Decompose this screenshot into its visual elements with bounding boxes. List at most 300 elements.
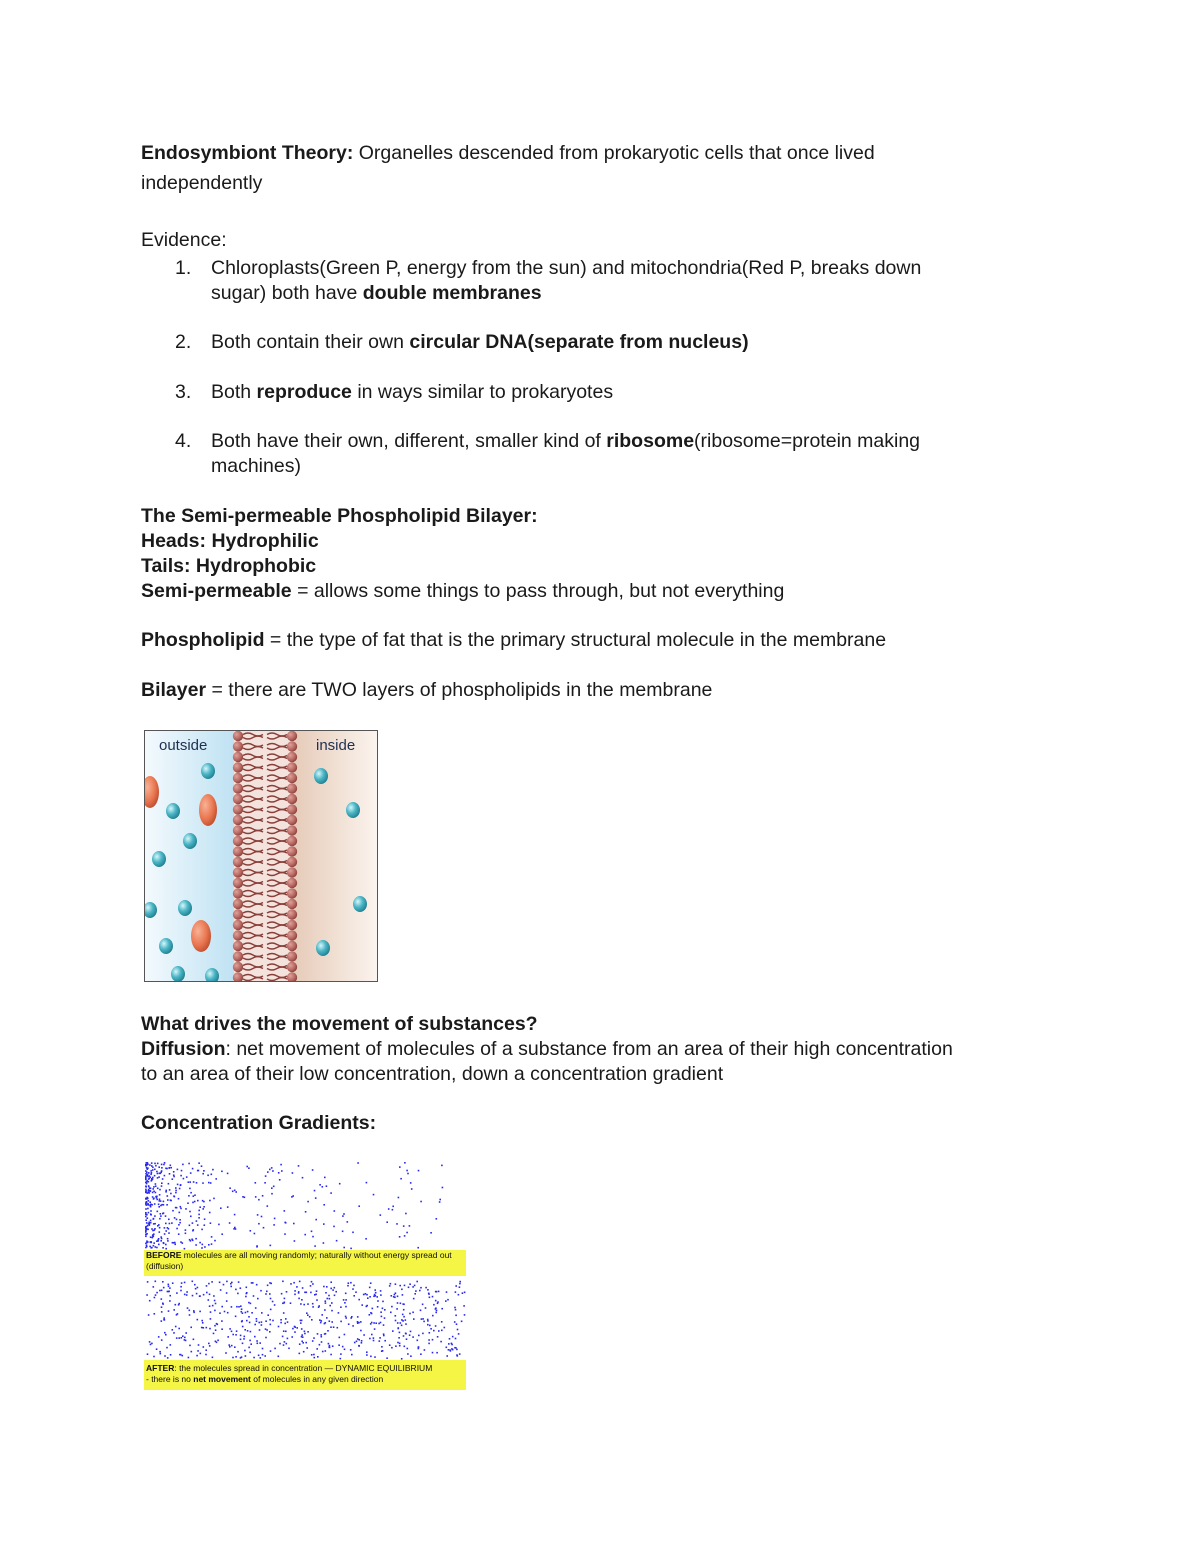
molecule-dot [264,1182,266,1184]
molecule-dot [343,1299,345,1301]
molecule-dot [202,1182,204,1184]
molecule-dot [282,1281,284,1283]
molecule-dot [389,1344,391,1346]
molecule-dot [390,1283,392,1285]
molecule-dot [301,1328,303,1330]
molecule-dot [147,1281,149,1283]
molecule-dot [168,1232,170,1234]
molecule-dot [452,1336,454,1338]
molecule-dot [435,1307,437,1309]
lipid-head-outer [233,878,243,888]
molecule-dot [331,1310,333,1312]
molecule-dot [352,1325,354,1327]
molecule-dot [284,1323,286,1325]
molecule-dot [398,1327,400,1329]
molecule-dot [271,1187,273,1189]
molecule-dot [168,1219,170,1221]
molecule-dot [306,1347,308,1349]
molecule-dot [259,1342,261,1344]
molecule-dot [283,1344,285,1346]
molecule-dot [227,1206,229,1208]
molecule-dot [300,1303,302,1305]
molecule-dot [285,1331,287,1333]
molecule-dot [198,1214,200,1216]
molecule-dot [235,1356,237,1358]
molecule-dot [192,1281,194,1283]
molecule-dot [155,1281,157,1283]
molecule-dot [190,1327,192,1329]
molecule-dot [400,1178,402,1180]
molecule-dot [179,1219,181,1221]
molecule-dot [154,1313,156,1315]
molecule-dot [244,1336,246,1338]
molecule-dot [264,1355,266,1357]
molecule-dot [153,1186,155,1188]
molecule-dot [395,1283,397,1285]
molecule-dot [298,1165,300,1167]
molecule-dot [209,1328,211,1330]
molecule-dot [340,1353,342,1355]
molecule-dot [145,1185,147,1187]
molecule-dot [172,1242,174,1244]
molecule-dot [312,1340,314,1342]
molecule-dot [284,1233,286,1235]
molecule-dot [357,1322,359,1324]
molecule-dot [366,1305,368,1307]
molecule-dot [392,1206,394,1208]
molecule-dot [187,1202,189,1204]
molecule-dot [162,1247,164,1249]
molecule-dot [216,1342,218,1344]
molecule-dot [311,1354,313,1356]
molecule-dot [196,1220,198,1222]
molecule-dot [156,1171,158,1173]
molecule-dot [148,1314,150,1316]
molecule-dot [436,1352,438,1354]
molecule-dot [162,1213,164,1215]
lipid-head-outer [233,962,243,972]
molecule-dot [165,1191,167,1193]
molecule-dot [169,1287,171,1289]
lipid-head-outer [233,930,243,940]
molecule-dot [312,1283,314,1285]
molecule-dot [317,1356,319,1358]
molecule-dot [221,1171,223,1173]
molecule-dot [168,1310,170,1312]
molecule-dot [414,1285,416,1287]
molecule-dot [253,1357,255,1359]
lipid-head-outer [233,825,243,835]
molecule-dot [441,1165,443,1167]
molecule-dot [155,1185,157,1187]
molecule-dot [428,1343,430,1345]
molecule-dot [209,1294,211,1296]
molecule-dot [345,1316,347,1318]
molecule-dot [328,1295,330,1297]
molecule-dot [156,1247,158,1249]
molecule-dot [161,1298,163,1300]
molecule-dot [399,1236,401,1238]
molecule-dot [205,1354,207,1356]
molecule-dot [174,1196,176,1198]
lipid-head-inner [287,741,297,751]
list-number: 1. [175,257,192,279]
molecule-dot [145,1208,147,1210]
small-molecule [346,802,360,818]
molecule-dot [158,1336,160,1338]
molecule-dot [429,1297,431,1299]
molecule-dot [167,1238,169,1240]
molecule-dot [299,1353,301,1355]
lipid-head-outer [233,773,243,783]
molecule-dot [366,1354,368,1356]
molecule-dot [221,1320,223,1322]
molecule-dot [437,1336,439,1338]
molecule-dot [310,1285,312,1287]
molecule-dot [152,1192,154,1194]
molecule-dot [287,1338,289,1340]
molecule-dot [196,1293,198,1295]
molecule-dot [241,1356,243,1358]
molecule-dot [258,1355,260,1357]
molecule-dot [248,1167,250,1169]
molecule-dot [265,1320,267,1322]
lipid-head-inner [287,825,297,835]
molecule-dot [461,1321,463,1323]
bilayer-line: Bilayer = there are TWO layers of phospholipids in the membrane [141,679,713,701]
molecule-dot [409,1313,411,1315]
molecule-dot [269,1319,271,1321]
molecule-dot [386,1357,388,1359]
molecule-dot [244,1329,246,1331]
molecule-dot [455,1285,457,1287]
molecule-dot [175,1187,177,1189]
small-molecule [159,938,173,954]
molecule-dot [176,1228,178,1230]
molecule-dot [398,1337,400,1339]
molecule-dot [235,1334,237,1336]
molecule-dot [350,1282,352,1284]
molecule-dot [303,1351,305,1353]
molecule-dot [459,1283,461,1285]
molecule-dot [231,1306,233,1308]
molecule-dot [167,1227,169,1229]
molecule-dot [154,1297,156,1299]
molecule-dot [172,1282,174,1284]
molecule-dot [198,1170,200,1172]
molecule-dot [193,1339,195,1341]
molecule-dot [270,1309,272,1311]
membrane-illustration [144,730,378,982]
molecule-dot [372,1308,374,1310]
molecule-dot [220,1289,222,1291]
molecule-dot [153,1356,155,1358]
molecule-dot [158,1224,160,1226]
molecule-dot [150,1210,152,1212]
molecule-dot [152,1177,154,1179]
molecule-dot [402,1320,404,1322]
molecule-dot [249,1352,251,1354]
molecule-dot [164,1355,166,1357]
molecule-dot [149,1192,151,1194]
molecule-dot [211,1243,213,1245]
molecule-dot [201,1327,203,1329]
molecule-dot [245,1312,247,1314]
molecule-dot [280,1319,282,1321]
molecule-dot [356,1341,358,1343]
molecule-dot [278,1356,280,1358]
molecule-dot [190,1216,192,1218]
molecule-dot [312,1169,314,1171]
lipid-head-inner [287,794,297,804]
molecule-dot [441,1321,443,1323]
molecule-dot [312,1306,314,1308]
molecule-dot [436,1291,438,1293]
molecule-dot [203,1346,205,1348]
molecule-dot [326,1185,328,1187]
lipid-head-outer [233,752,243,762]
molecule-dot [202,1244,204,1246]
molecule-dot [293,1223,295,1225]
molecule-dot [350,1248,352,1250]
molecule-dot [221,1328,223,1330]
molecule-dot [282,1336,284,1338]
list-number: 4. [175,430,192,452]
molecule-dot [246,1293,248,1295]
molecule-dot [344,1302,346,1304]
molecule-dot [272,1320,274,1322]
molecule-dot [360,1330,362,1332]
molecule-dot [432,1352,434,1354]
molecule-dot [184,1339,186,1341]
molecule-dot [213,1295,215,1297]
molecule-dot [318,1305,320,1307]
molecule-dot [204,1218,206,1220]
molecule-dot [330,1192,332,1194]
molecule-dot [301,1299,303,1301]
molecule-dot [252,1282,254,1284]
molecule-dot [409,1334,411,1336]
lipid-head-outer [233,867,243,877]
molecule-dot [230,1283,232,1285]
molecule-dot [168,1286,170,1288]
molecule-dot [270,1245,272,1247]
molecule-dot [145,1236,147,1238]
molecule-dot [413,1318,415,1320]
molecule-dot [146,1229,148,1231]
molecule-dot [439,1199,441,1201]
molecule-dot [374,1289,376,1291]
molecule-dot [167,1195,169,1197]
molecule-dot [227,1173,229,1175]
molecule-dot [377,1306,379,1308]
molecule-dot [170,1165,172,1167]
molecule-dot [202,1322,204,1324]
molecule-dot [325,1292,327,1294]
molecule-dot [178,1233,180,1235]
molecule-dot [152,1169,154,1171]
molecule-dot [154,1229,156,1231]
molecule-dot [226,1292,228,1294]
diffusion-line-1: Diffusion: net movement of molecules of a substance from an area of their high concentration [141,1038,953,1060]
molecule-dot [192,1202,194,1204]
molecule-dot [164,1162,166,1164]
molecule-dot [328,1343,330,1345]
molecule-dot [334,1287,336,1289]
molecule-dot [458,1333,460,1335]
molecule-dot [380,1214,382,1216]
molecule-dot [150,1174,152,1176]
molecule-dot [340,1321,342,1323]
molecule-dot [145,1243,147,1245]
molecule-dot [266,1329,268,1331]
molecule-dot [342,1231,344,1233]
molecule-dot [174,1242,176,1244]
molecule-dot [225,1352,227,1354]
molecule-dot [146,1240,148,1242]
molecule-dot [381,1316,383,1318]
molecule-dot [366,1182,368,1184]
molecule-dot [301,1334,303,1336]
molecule-dot [167,1357,169,1359]
molecule-dot [208,1244,210,1246]
molecule-dot [333,1326,335,1328]
molecule-dot [211,1236,213,1238]
lipid-head-outer [233,783,243,793]
molecule-dot [263,1227,265,1229]
molecule-dot [233,1228,235,1230]
molecule-dot [186,1176,188,1178]
molecule-dot [330,1281,332,1283]
molecule-dot [342,1215,344,1217]
molecule-dot [191,1351,193,1353]
molecule-dot [163,1243,165,1245]
molecule-dot [197,1287,199,1289]
molecule-dot [247,1330,249,1332]
molecule-dot [403,1316,405,1318]
molecule-dot [303,1304,305,1306]
molecule-dot [290,1283,292,1285]
molecule-dot [290,1302,292,1304]
molecule-dot [175,1326,177,1328]
molecule-dot [280,1322,282,1324]
molecule-dot [199,1311,201,1313]
molecule-dot [159,1199,161,1201]
molecule-dot [325,1300,327,1302]
lipid-head-inner [287,752,297,762]
molecule-dot [302,1287,304,1289]
molecule-dot [147,1225,149,1227]
molecule-dot [198,1210,200,1212]
molecule-dot [271,1193,273,1195]
molecule-dot [425,1287,427,1289]
molecule-dot [395,1320,397,1322]
molecule-dot [243,1338,245,1340]
molecule-dot [338,1312,340,1314]
molecule-dot [382,1301,384,1303]
molecule-dot [149,1178,151,1180]
molecule-dot [284,1341,286,1343]
molecule-dot [360,1321,362,1323]
small-molecule [166,803,180,819]
molecule-dot [175,1192,177,1194]
molecule-dot [195,1288,197,1290]
molecule-dot [396,1308,398,1310]
molecule-dot [227,1336,229,1338]
molecule-dot [392,1330,394,1332]
molecule-dot [154,1223,156,1225]
molecule-dot [379,1337,381,1339]
molecule-dot [235,1316,237,1318]
lipid-head-outer [233,762,243,772]
molecule-dot [170,1193,172,1195]
molecule-dot [448,1349,450,1351]
molecule-dot [226,1281,228,1283]
molecule-dot [145,1216,147,1218]
molecule-dot [164,1319,166,1321]
molecule-dot [172,1329,174,1331]
molecule-dot [180,1208,182,1210]
molecule-dot [226,1300,228,1302]
molecule-dot [403,1335,405,1337]
molecule-dot [298,1291,300,1293]
molecule-dot [176,1219,178,1221]
molecule-dot [145,1219,147,1221]
molecule-dot [250,1303,252,1305]
molecule-dot [245,1296,247,1298]
molecule-dot [378,1323,380,1325]
molecule-dot [389,1285,391,1287]
molecule-dot [358,1339,360,1341]
molecule-dot [344,1334,346,1336]
molecule-dot [241,1311,243,1313]
small-molecule [183,833,197,849]
molecule-dot [355,1291,357,1293]
lipid-head-outer [233,920,243,930]
molecule-dot [153,1218,155,1220]
molecule-dot [292,1195,294,1197]
molecule-dot [149,1300,151,1302]
molecule-dot [284,1222,286,1224]
molecule-dot [409,1225,411,1227]
molecule-dot [330,1288,332,1290]
molecule-dot [280,1164,282,1166]
molecule-dot [212,1169,214,1171]
molecule-dot [152,1235,154,1237]
molecule-dot [331,1302,333,1304]
molecule-dot [255,1182,257,1184]
inside-label: inside [316,737,356,754]
molecule-dot [266,1291,268,1293]
molecule-dot [236,1330,238,1332]
molecule-dot [267,1205,269,1207]
lipid-head-inner [287,888,297,898]
molecule-dot [197,1224,199,1226]
molecule-dot [326,1317,328,1319]
molecule-dot [286,1291,288,1293]
molecule-dot [448,1343,450,1345]
molecule-dot [245,1355,247,1357]
molecule-dot [193,1312,195,1314]
molecule-dot [177,1184,179,1186]
molecule-dot [217,1340,219,1342]
evidence-item-4-line-1: Both have their own, different, smaller kind of ribosome(ribosome=protein making [211,430,921,452]
molecule-dot [446,1291,448,1293]
molecule-dot [259,1329,261,1331]
molecule-dot [145,1189,147,1191]
molecule-dot [312,1236,314,1238]
molecule-dot [418,1348,420,1350]
